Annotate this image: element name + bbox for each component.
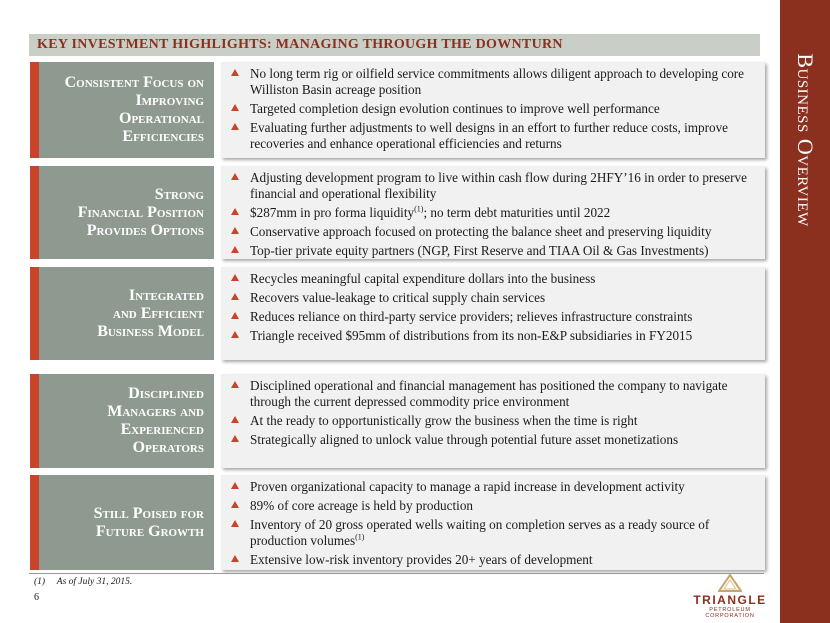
triangle-bullet-icon	[231, 501, 239, 508]
label-accent-bar	[30, 475, 39, 570]
section-label-line: Provides Options	[86, 221, 204, 239]
highlight-section	[30, 267, 765, 360]
bullet-item	[229, 413, 757, 429]
bullet-panel	[221, 62, 765, 158]
bullet-list	[229, 479, 757, 571]
triangle-bullet-icon	[231, 104, 239, 111]
bullet-text: 89% of core acreage is held by production	[250, 498, 474, 513]
bullet-item	[229, 101, 757, 117]
triangle-logo-icon	[718, 574, 742, 592]
section-label	[39, 74, 204, 146]
bullet-panel	[221, 267, 765, 360]
footnote-marker: (1)	[34, 577, 46, 587]
label-accent-bar	[30, 267, 39, 360]
bullet-text: Triangle received $95mm of distributions from its non-E&P subsidiaries in FY2015	[250, 328, 693, 343]
section-label-line: Business Model	[97, 322, 204, 340]
section-title: Business Overview	[793, 53, 818, 227]
highlight-section	[30, 166, 765, 259]
bullet-panel	[221, 475, 765, 570]
bullet-item	[229, 498, 757, 514]
bullet-text: No long term rig or oilfield service commitments allows diligent approach to developing core Williston Basin acreage position	[250, 66, 745, 97]
bullet-text: Conservative approach focused on protecting the balance sheet and preserving liquidity	[250, 224, 712, 239]
bullet-panel	[221, 166, 765, 259]
label-accent-bar	[30, 166, 39, 259]
bullet-item	[229, 205, 757, 221]
bullet-item	[229, 309, 757, 325]
bullet-item	[229, 479, 757, 495]
bullet-text: Reduces reliance on third-party service providers; relieves infrastructure constraints	[250, 309, 693, 324]
bullet-item	[229, 432, 757, 448]
triangle-bullet-icon	[231, 69, 239, 76]
bullet-text: Recycles meaningful capital expenditure dollars into the business	[250, 271, 596, 286]
section-label-box	[30, 166, 214, 259]
footnote	[34, 577, 132, 587]
triangle-bullet-icon	[231, 482, 239, 489]
bullet-item	[229, 271, 757, 287]
section-label-line: Disciplined	[128, 385, 204, 402]
footer-divider	[29, 573, 764, 574]
section-label-line: Still Poised for	[93, 504, 204, 522]
section-label-line: Integrated	[128, 286, 204, 304]
section-label-line: Managers and	[107, 403, 204, 420]
triangle-bullet-icon	[231, 416, 239, 423]
bullet-panel	[221, 374, 765, 468]
section-label-line: Improving	[135, 92, 204, 109]
bullet-item	[229, 517, 757, 549]
bullet-text: Extensive low-risk inventory provides 20+ years of development	[250, 552, 593, 567]
section-label	[39, 287, 204, 341]
highlight-section	[30, 62, 765, 158]
triangle-bullet-icon	[231, 227, 239, 234]
logo-tagline: PETROLEUM CORPORATION	[705, 607, 755, 619]
section-label-line: Operational	[119, 110, 204, 127]
footnote-ref: (1)	[414, 204, 424, 214]
bullet-text: Strategically aligned to unlock value through potential future asset monetizations	[250, 432, 679, 447]
highlight-section	[30, 475, 765, 570]
bullet-text: Adjusting development program to live within cash flow during 2HFY’16 in order to preserve financial and operational flexibility	[250, 170, 747, 201]
bullet-item	[229, 290, 757, 306]
bullet-text: Targeted completion design evolution continues to improve well performance	[250, 101, 660, 116]
bullet-text: Evaluating further adjustments to well designs in an effort to further reduce costs, improve recoveries and enhance operational efficiencies and returns	[250, 120, 729, 151]
triangle-bullet-icon	[231, 246, 239, 253]
section-label-line: Financial Position	[77, 203, 204, 221]
section-label	[39, 186, 204, 240]
bullet-list	[229, 66, 757, 155]
bullet-list	[229, 170, 757, 262]
triangle-bullet-icon	[231, 123, 239, 130]
bullet-text: Inventory of 20 gross operated wells waiting on completion serves as a ready source of production volumes	[250, 517, 710, 548]
bullet-item	[229, 378, 757, 410]
section-label-line: Future Growth	[95, 522, 204, 540]
section-label-box	[30, 374, 214, 468]
triangle-bullet-icon	[231, 381, 239, 388]
bullet-text: Proven organizational capacity to manage a rapid increase in development activity	[250, 479, 685, 494]
bullet-item	[229, 120, 757, 152]
footnote-ref: (1)	[355, 532, 365, 542]
label-accent-bar	[30, 62, 39, 158]
triangle-bullet-icon	[231, 312, 239, 319]
section-label-line: and Efficient	[112, 304, 204, 322]
triangle-bullet-icon	[231, 555, 239, 562]
bullet-text: Top-tier private equity partners (NGP, First Reserve and TIAA Oil & Gas Investments)	[250, 243, 709, 258]
bullet-item	[229, 224, 757, 240]
triangle-bullet-icon	[231, 293, 239, 300]
triangle-bullet-icon	[231, 173, 239, 180]
triangle-bullet-icon	[231, 520, 239, 527]
page-number: 6	[34, 592, 39, 603]
bullet-item	[229, 170, 757, 202]
company-logo	[690, 574, 770, 619]
bullet-text: Disciplined operational and financial management has positioned the company to navigate through the current depressed commodity price environment	[250, 378, 728, 409]
section-label-line: Efficiencies	[122, 128, 204, 145]
bullet-item	[229, 66, 757, 98]
bullet-text: $287mm in pro forma liquidity	[250, 205, 415, 220]
triangle-bullet-icon	[231, 435, 239, 442]
section-label	[39, 505, 204, 541]
section-label-line: Consistent Focus on	[64, 74, 204, 91]
section-label	[39, 385, 204, 457]
section-label-line: Operators	[132, 439, 204, 456]
page-title: KEY INVESTMENT HIGHLIGHTS: MANAGING THROUGH THE DOWNTURN	[37, 37, 563, 52]
bullet-text: ; no term debt maturities until 2022	[423, 205, 611, 220]
footnote-text: As of July 31, 2015.	[56, 577, 133, 587]
section-label-box	[30, 267, 214, 360]
triangle-bullet-icon	[231, 274, 239, 281]
triangle-bullet-icon	[231, 331, 239, 338]
triangle-bullet-icon	[231, 208, 239, 215]
section-label-line: Strong	[154, 185, 204, 203]
bullet-item	[229, 243, 757, 259]
section-label-box	[30, 475, 214, 570]
section-label-line: Experienced	[120, 421, 204, 438]
label-accent-bar	[30, 374, 39, 468]
header-bar	[29, 34, 760, 56]
section-label-box	[30, 62, 214, 158]
bullet-item	[229, 328, 757, 344]
bullet-text: At the ready to opportunistically grow the business when the time is right	[250, 413, 638, 428]
bullet-item	[229, 552, 757, 568]
bullet-list	[229, 271, 757, 347]
bullet-list	[229, 378, 757, 451]
highlight-section	[30, 374, 765, 468]
bullet-text: Recovers value-leakage to critical supply chain services	[250, 290, 546, 305]
logo-name: TRIANGLE	[693, 593, 767, 607]
